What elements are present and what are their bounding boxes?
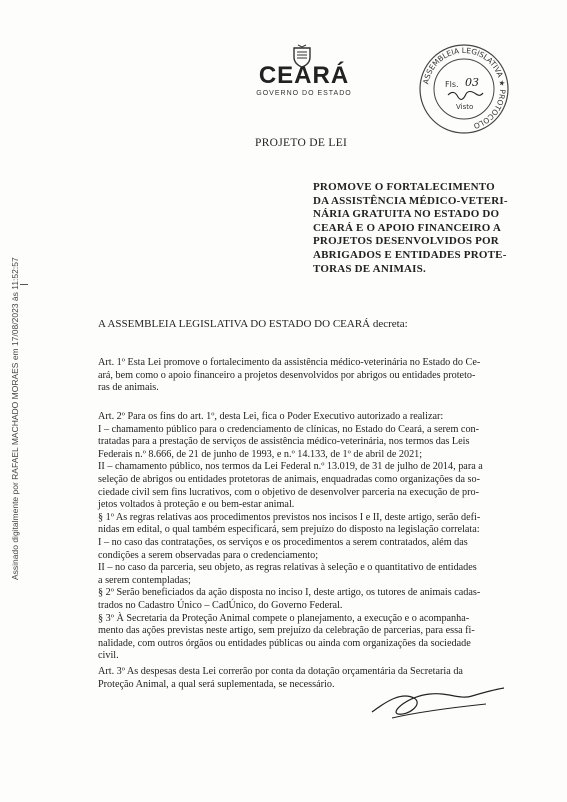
article-line: II – chamamento público, nos termos da Lei Federal n.º 13.019, de 31 de julho de 2014, para a [98,461,483,473]
article-line: ciedade civil sem fins lucrativos, com o objetivo de desenvolver parceria na execução de pro- [98,486,480,498]
article-label: Art. 1º [98,357,125,368]
article-line: trados no Cadastro Único – CadÚnico, do Governo Federal. [98,599,343,611]
article-line: nidas em edital, o qual também especificará, sem prejuízo do disposto na legislação correlata: [98,524,480,536]
article-line: seleção de abrigos ou entidades protetoras de animais, enquadradas como organizações da so- [98,473,480,485]
article-line: I – no caso das contratações, os serviços e os procedimentos a serem contratados, além das [98,536,468,548]
article-line: § 1º As regras relativas aos procedimentos previstos nos incisos I e II, deste artigo, serão defi- [98,511,481,523]
margin-mark [20,284,28,285]
handwritten-signature [368,682,508,724]
brand-logo [254,63,354,97]
stamp-ring-text: ASSEMBLEIA LEGISLATIVA ★ PROTOCOLO [421,45,508,131]
article-line: Art. 2º Para os fins do art. 1º, desta Lei, fica o Poder Executivo autorizado a realizar: [98,411,444,422]
stamp-folio-label: Fls. [445,80,459,89]
ementa-line: NÁRIA GRATUITA NO ESTADO DO [313,208,500,221]
article-line: Federais n.º 8.666, de 21 de junho de 1993, e n.º 14.133, de 1º de abril de 2021; [98,448,423,460]
stamp-folio-value: 03 [465,76,479,89]
stamp-signature [448,92,483,100]
protocol-stamp [418,43,510,135]
article-line: ará, bem como o apoio financeiro a projetos desenvolvidos por abrigos ou entidades proteto- [98,369,476,381]
article-line: Proteção Animal, a qual será suplementada, se necessário. [98,678,335,690]
ementa-line: PROMOVE O FORTALECIMENTO [313,181,495,193]
article-line: § 3º À Secretaria da Proteção Animal compete o planejamento, a execução e o acompanha- [98,612,470,624]
article-line: nalidade, com outros órgãos ou entidades públicas ou ainda com organizações da sociedade [98,637,471,649]
state-name: CEARÁ [258,62,350,89]
document-title: PROJETO DE LEI [255,137,348,149]
government-label: GOVERNO DO ESTADO [256,90,352,97]
ementa-line: DA ASSISTÊNCIA MÉDICO-VETERI- [313,194,508,207]
article-line: Art. 3º As despesas desta Lei correrão por conta da dotação orçamentária da Secretaria da [98,666,463,677]
article-label: Art. 3º [98,666,125,677]
article-line: Art. 1º Esta Lei promove o fortalecimento da assistência médico-veterinária no Estado do Ce- [98,357,481,368]
ementa-line: ABRIGADOS E ENTIDADES PROTE- [313,248,507,261]
article-line: mento das ações previstas neste artigo, sem prejuízo da celebração de parcerias, para essa fi- [98,625,475,637]
article-line: § 2º Serão beneficiados da ação disposta no inciso I, deste artigo, os tutores de animais cadas- [98,587,481,599]
article-2 [98,411,513,663]
article-line: ras de animais. [98,382,159,394]
article-line: civil. [98,650,119,662]
article-line: condições a serem observadas para o credenciamento; [98,549,319,561]
article-line: I – chamamento público para o credenciamento de clínicas, no Estado do Ceará, a serem con- [98,423,480,435]
article-line: II – no caso da parceria, seu objeto, as regras relativas à seleção e o quantitativo de entidades [98,562,477,574]
article-line: a serem contempladas; [98,574,191,586]
ementa-line: TORAS DE ANIMAIS. [313,262,426,275]
ementa-line: PROJETOS DESENVOLVIDOS POR [313,235,499,248]
ementa-line: CEARÁ E O APOIO FINANCEIRO A [313,221,502,234]
enactment-clause: A ASSEMBLEIA LEGISLATIVA DO ESTADO DO CEARÁ decreta: [98,318,408,330]
article-line: jetos voltados à proteção e ou bem-estar animal. [98,499,295,511]
article-line: tratadas para a prestação de serviços de assistência médico-veterinária, nos termos das Leis [98,436,470,448]
article-label: Art. 2º [98,411,125,422]
digital-signature-note: Assinado digitalmente por RAFAEL MACHADO MORAES em 17/08/2023 às 11:52:57 [10,257,20,580]
article-1 [98,357,513,395]
stamp-visto: Visto [456,103,474,111]
ementa [313,181,513,276]
